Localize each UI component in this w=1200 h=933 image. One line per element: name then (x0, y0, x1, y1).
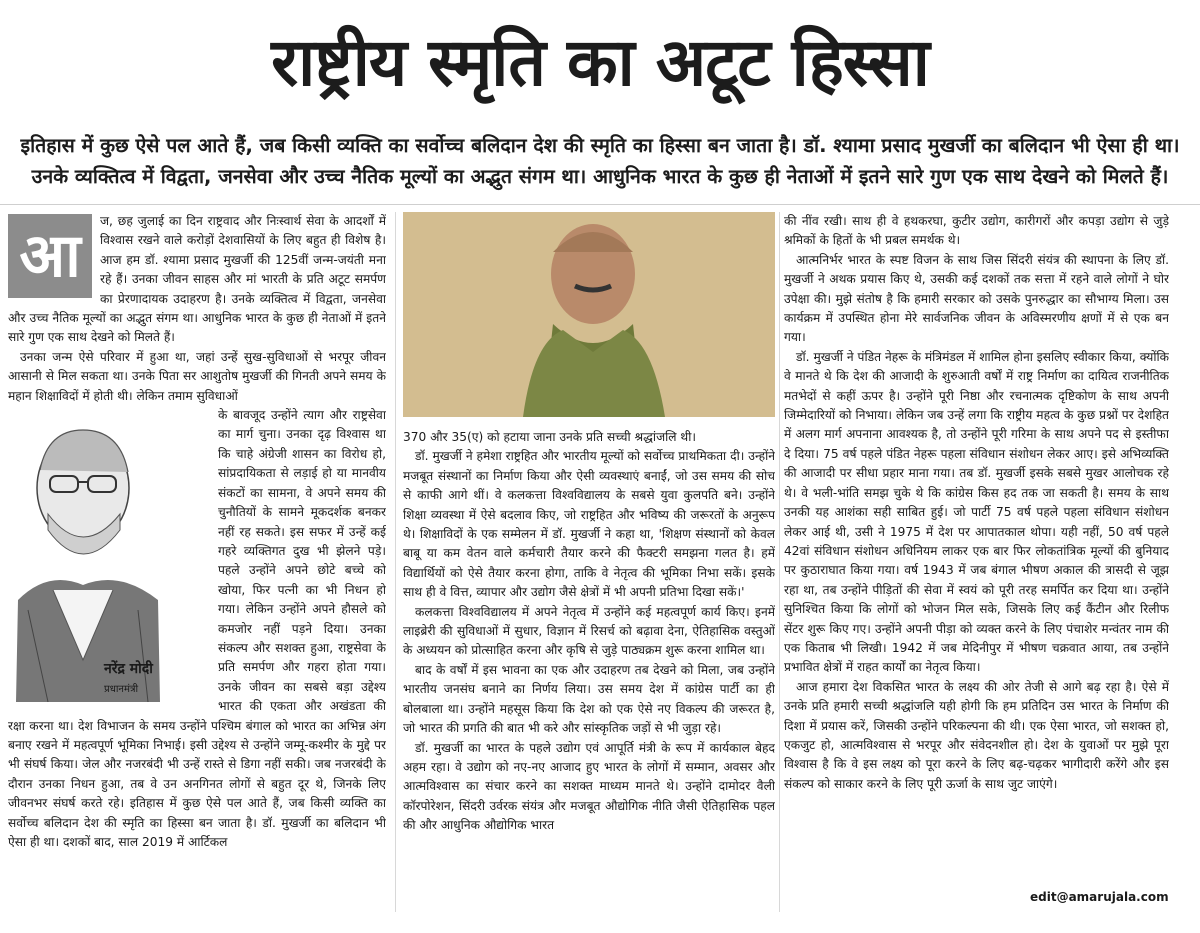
column-divider (779, 212, 780, 912)
author-portrait (8, 410, 208, 702)
paragraph: आत्मनिर्भर भारत के स्पष्ट विजन के साथ जिस सिंदरी संयंत्र की स्थापना के लिए डॉ. मुखर्जी ने अथक प्रयास किए थे, उसकी कई दशकों तक सत्ता में रहने वाले लोगों ने घोर उपेक्षा की। मुझे संतोष है कि हमारी सरकार को उसके पुनरुद्धार का सौभाग्य मिला। उस कार्यक्रम में उपस्थित होना मेरे सार्वजनिक जीवन के अविस्मरणीय क्षणों में से एक बन गया। (784, 252, 1169, 345)
paragraph: कलकत्ता विश्वविद्यालय में अपने नेतृत्व में उन्होंने कई महत्वपूर्ण कार्य किए। इनमें लाइब्रेरी की सुविधाओं में सुधार, विज्ञान में रिसर्च को बढ़ावा देना, ऐतिहासिक वस्तुओं के अध्ययन को प्रोत्साहित करना और कृषि से जुड़े पाठ्यक्रम शुरू करना शामिल था। (403, 604, 775, 658)
headline: राष्ट्रीय स्मृति का अटूट हिस्सा (271, 24, 929, 101)
paragraph: डॉ. मुखर्जी ने हमेशा राष्ट्रहित और भारतीय मूल्यों को सर्वोच्च प्राथमिकता दी। उन्होंने मजबूत संस्थानों का निर्माण किया और ऐसी व्यवस्थाएं बनाईं, जो उस समय की सोच से काफी आगे थीं। वे कलकत्ता विश्वविद्यालय के सबसे युवा कुलपति बने। उन्होंने शिक्षा व्यवस्था में ऐसे बदलाव किए, जो राष्ट्रहित और भविष्य की जरूरतों के अनुरूप थे। शिक्षाविदों के एक सम्मेलन में डॉ. मुखर्जी ने कहा था, 'शिक्षण संस्थानों को केवल बाबू या कम वेतन वाले कर्मचारी तैयार करने की फैक्टरी समझना गलत है। हमें विद्यार्थियों को ऐसे तैयार करना होगा, ताकि वे नेतृत्व की भूमिका निभा सकें। इसके साथ ही वे वित्त, व्यापार और उद्योग जैसे क्षेत्रों में भी अपनी प्रतिभा दिखा सकें।' (403, 449, 775, 600)
contact-email[interactable]: edit@amarujala.com (1030, 890, 1169, 904)
lede-paragraph: इतिहास में कुछ ऐसे पल आते हैं, जब किसी व्यक्ति का सर्वोच्च बलिदान देश की स्मृति का हिस्सा बन जाता है। डॉ. श्यामा प्रसाद मुखर्जी का बलिदान भी ऐसा ही था। उनके व्यक्तित्व में विद्वता, जनसेवा और उच्च नैतिक मूल्यों का अद्भुत संगम था। आधुनिक भारत के कुछ ही नेताओं में इतने सारे गुण एक साथ देखने को मिलते हैं। (20, 134, 1180, 188)
author-role: प्रधानमंत्री (104, 684, 139, 696)
paragraph: उनका जन्म ऐसे परिवार में हुआ था, जहां उन्हें सुख-सुविधाओं से भरपूर जीवन आसानी से मिल सकता था। उनके पिता सर आशुतोष मुखर्जी की गिनती अपने समय के महान शिक्षाविदों में होती थी। लेकिन तमाम सुविधाओं (8, 349, 386, 403)
column-divider (395, 212, 396, 912)
portrait-photo (403, 212, 775, 417)
author-name: नरेंद्र मोदी (104, 661, 153, 678)
drop-cap: आ (8, 214, 92, 298)
column-2 (403, 428, 775, 908)
paragraph: डॉ. मुखर्जी ने पंडित नेहरू के मंत्रिमंडल में शामिल होना इसलिए स्वीकार किया, क्योंकि वे मानते थे कि देश की आजादी के शुरुआती वर्षों में राष्ट्र निर्माण का दायित्व राजनीतिक मतभेदों से कहीं ऊपर है। उन्होंने पूरी निष्ठा और रचनात्मक दृष्टिकोण के साथ अपनी जिम्मेदारियों को निभाया। लेकिन जब उन्हें लगा कि राष्ट्रीय महत्व के कुछ प्रश्नों पर देशहित में अलग मार्ग अपनाना आवश्यक है, तो उन्होंने पूरी गरिमा के साथ अपने पद से इस्तीफा दे दिया। 75 वर्ष पहले पंडित नेहरू पहला संविधान संशोधन लेकर आए। इसे अभिव्यक्ति की आजादी पर सीधा प्रहार माना गया। तब डॉ. मुखर्जी इसके सबसे मुखर आलोचक रहे थे। वे भली-भांति समझ चुके थे कि कांग्रेस किस हद तक जा सकती है। समय के साथ उनकी यह आशंका सही साबित हुई। जो पार्टी 75 वर्ष पहले पहला संविधान संशोधन लेकर आई थी, उसी ने 1975 में देश पर आपातकाल थोपा। यही नहीं, 50 वर्ष पहले 42वां संविधान संशोधन अधिनियम लाकर एक बार फिर लोकतांत्रिक मूल्यों की बुनियाद पर कुठाराघात किया गया। वर्ष 1943 में जब बंगाल भीषण अकाल की त्रासदी से जूझ रहा था, तब उन्होंने पीड़ितों की सेवा में स्वयं को पूरी तरह समर्पित कर दिया था। उन्होंने सुनिश्चित किया कि लोगों को भोजन मिल सके, जिसके लिए कई कैंटीन और रिलीफ सेंटर शुरू किए गए। उन्होंने अपनी पीड़ा को व्यक्त करने के लिए पंचाशेर मन्वंतर नाम की एक किताब भी लिखी। 1942 में जब मेदिनीपुर में भीषण चक्रवात आया, तब उन्होंने प्रभावित क्षेत्रों में राहत कार्यों का नेतृत्व किया। (784, 349, 1169, 675)
paragraph: बाद के वर्षों में इस भावना का एक और उदाहरण तब देखने को मिला, जब उन्होंने भारतीय जनसंघ बनाने का निर्णय लिया। उस समय देश में कांग्रेस पार्टी का ही बोलबाला था। उन्होंने महसूस किया कि देश को एक ऐसे नए विकल्प की जरूरत है, जो भारत की प्रगति की बात भी करे और सांस्कृतिक जड़ों से भी जुड़ा रहे। (403, 662, 775, 736)
column-1 (8, 212, 386, 917)
paragraph: के बावजूद उन्होंने त्याग और राष्ट्रसेवा का मार्ग चुना। उनका दृढ़ विश्वास था कि चाहे अंग्रेजी शासन का विरोध हो, सांप्रदायिकता से लड़ाई हो या मानवीय संकटों का सामना, वे अपने समय की चुनौतियों के सामने मूकदर्शक बनकर नहीं रह सकते। इस सफर में उन्हें कई गहरे व्यक्तिगत दुख भी झेलने पड़े। पहले उन्होंने अपने छोटे बच्चे को खोया, फिर पत्नी का भी निधन हो गया। लेकिन उन्होंने अपने हौसले को कमजोर नहीं पड़ने दिया। उनका संकल्प और सशक्त हुआ, राष्ट्रसेवा के प्रति समर्पण और गहरा होता गया। उनके जीवन का सबसे बड़ा उद्देश्य भारत की एकता और अखंडता की रक्षा करना था। देश विभाजन के समय उन्होंने पश्चिम बंगाल को भारत का अभिन्न अंग बनाए रखने में महत्वपूर्ण भूमिका निभाई। इसी उद्देश्य से उन्होंने जम्मू-कश्मीर के मुद्दे पर भी संघर्ष किया। जेल और नजरबंदी भी उन्हें रास्ते से डिगा नहीं सकी। जब नजरबंदी के दौरान उनका निधन हुआ, तब वे उन अनगिनत लोगों से बहुत दूर थे, जिनके लिए जीवनभर संघर्ष करते रहे। इतिहास में कुछ ऐसे पल आते हैं, जब किसी व्यक्ति का सर्वोच्च बलिदान देश की स्मृति का हिस्सा बन जाता है। डॉ. मुखर्जी का बलिदान भी ऐसा ही था। दशकों बाद, साल 2019 में आर्टिकल (8, 408, 386, 849)
author-box (8, 410, 208, 702)
header-rule (0, 204, 1200, 205)
paragraph: की नींव रखी। साथ ही वे हथकरघा, कुटीर उद्योग, कारीगरों और कपड़ा उद्योग से जुड़े श्रमिकों के हितों के भी प्रबल समर्थक थे। (784, 214, 1169, 248)
column-3 (784, 212, 1169, 887)
paragraph: आज हमारा देश विकसित भारत के लक्ष्य की ओर तेजी से आगे बढ़ रहा है। ऐसे में उनके प्रति हमारी सच्ची श्रद्धांजलि यही होगी कि हम प्रतिदिन उस भारत के निर्माण की दिशा में प्रयास करें, जिसकी उन्होंने परिकल्पना की थी। एक ऐसा भारत, जो सशक्त हो, एकजुट हो, आत्मविश्वास से भरपूर और संवेदनशील हो। देश के युवाओं पर मुझे पूरा विश्वास है कि वे इस लक्ष्य को पूरा करने के लिए बढ़-चढ़कर भागीदारी करेंगे और इस संकल्प को साकार करने के लिए पूरी ऊर्जा के साथ जुट जाएंगे। (784, 679, 1169, 791)
paragraph: डॉ. मुखर्जी का भारत के पहले उद्योग एवं आपूर्ति मंत्री के रूप में कार्यकाल बेहद अहम रहा। वे उद्योग को नए-नए आजाद हुए भारत के लोगों में सम्मान, अवसर और आत्मविश्वास का संचार करने का सशक्त माध्यम मानते थे। उन्होंने दामोदर वैली कॉरपोरेशन, सिंदरी उर्वरक संयंत्र और मजबूत औद्योगिक नीति जैसी ऐतिहासिक पहल की और आधुनिक औद्योगिक भारत (403, 740, 775, 833)
paragraph: ज, छह जुलाई का दिन राष्ट्रवाद और निःस्वार्थ सेवा के आदर्शों में विश्वास रखने वाले करोड़ों देशवासियों के लिए बहुत ही विशेष है। आज हम डॉ. श्यामा प्रसाद मुखर्जी की 125वीं जन्म-जयंती मना रहे हैं। उनका जीवन साहस और मां भारती के प्रति अटूट समर्पण का प्रेरणादायक उदाहरण है। उनके व्यक्तित्व में विद्वता, जनसेवा और उच्च नैतिक मूल्यों का अद्भुत संगम था। आधुनिक भारत के कुछ ही नेताओं में इतने सारे गुण एक साथ देखने को मिलते हैं। (8, 214, 386, 345)
paragraph: 370 और 35(ए) को हटाया जाना उनके प्रति सच्ची श्रद्धांजलि थी। (403, 430, 696, 444)
